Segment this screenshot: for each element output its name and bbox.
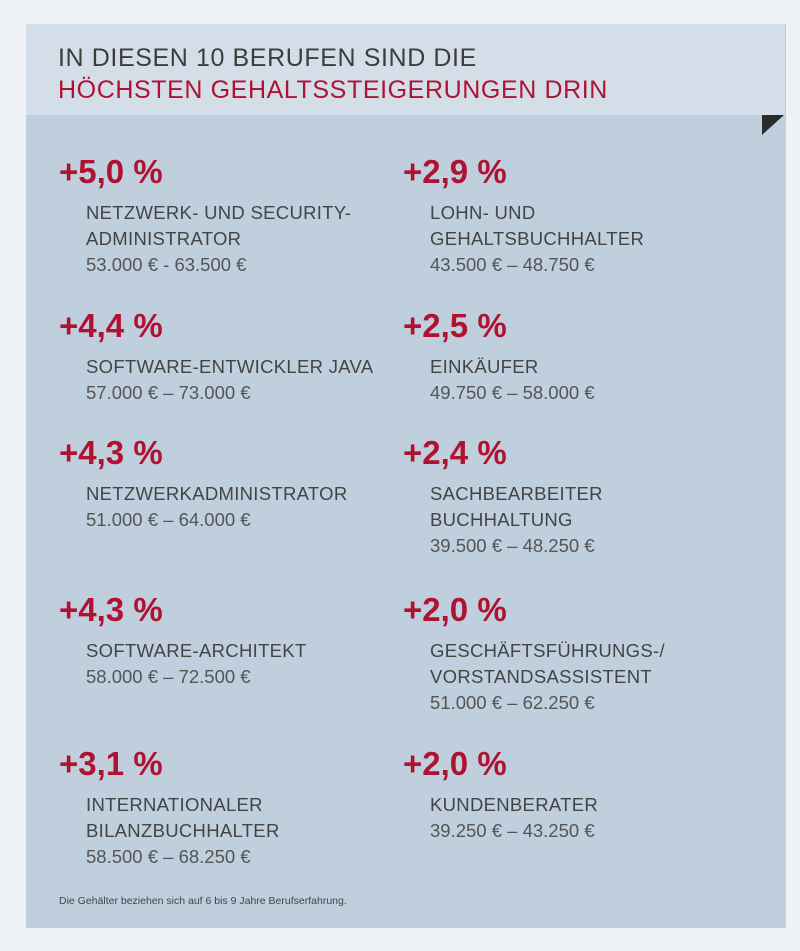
salary-range: 58.000 € – 72.500 € (86, 666, 251, 687)
title-band (26, 24, 785, 115)
job-title: GESCHÄFTSFÜHRUNGS-/ VORSTANDSASSISTENT (430, 640, 665, 687)
entry-bilanzbuchhalter (59, 744, 399, 870)
percent-increase: +2,9 % (403, 153, 507, 190)
salary-range: 43.500 € – 48.750 € (430, 254, 595, 275)
job-title: SACHBEARBEITER BUCHHALTUNG (430, 483, 603, 530)
entry-software-architekt (59, 590, 399, 690)
percent-increase: +2,4 % (403, 434, 507, 471)
job-title: SOFTWARE-ENTWICKLER JAVA (86, 356, 374, 377)
entry-software-entwickler-java (59, 306, 399, 406)
salary-range: 57.000 € – 73.000 € (86, 382, 251, 403)
percent-increase: +4,3 % (59, 434, 163, 471)
salary-range: 58.500 € – 68.250 € (86, 846, 251, 867)
entry-netzwerk-security-admin (59, 152, 399, 278)
entry-einkaeufer (403, 306, 743, 406)
job-title: NETZWERK- UND SECURITY- ADMINISTRATOR (86, 202, 352, 249)
entry-lohn-gehaltsbuchhalter (403, 152, 743, 278)
footnote: Die Gehälter beziehen sich auf 6 bis 9 Jahre Berufserfahrung. (59, 895, 347, 907)
percent-increase: +4,3 % (59, 591, 163, 628)
salary-range: 49.750 € – 58.000 € (430, 382, 595, 403)
percent-increase: +5,0 % (59, 153, 163, 190)
percent-increase: +2,0 % (403, 745, 507, 782)
percent-increase: +2,0 % (403, 591, 507, 628)
job-title: SOFTWARE-ARCHITEKT (86, 640, 307, 661)
job-title: EINKÄUFER (430, 356, 539, 377)
entry-netzwerkadministrator (59, 433, 399, 533)
title-line-2: HÖCHSTEN GEHALTSSTEIGERUNGEN DRIN (58, 76, 608, 104)
entry-kundenberater (403, 744, 743, 844)
entry-geschaeftsfuehrungsassistent (403, 590, 743, 716)
fold-corner-shape (762, 115, 784, 135)
salary-range: 51.000 € – 62.250 € (430, 692, 595, 713)
entry-sachbearbeiter-buchhaltung (403, 433, 743, 559)
job-title: NETZWERKADMINISTRATOR (86, 483, 348, 504)
percent-increase: +4,4 % (59, 307, 163, 344)
percent-increase: +2,5 % (403, 307, 507, 344)
salary-range: 39.500 € – 48.250 € (430, 535, 595, 556)
salary-range: 51.000 € – 64.000 € (86, 509, 251, 530)
job-title: INTERNATIONALER BILANZBUCHHALTER (86, 794, 280, 841)
title-line-1: IN DIESEN 10 BERUFEN SIND DIE (58, 44, 477, 72)
salary-range: 39.250 € – 43.250 € (430, 820, 595, 841)
job-title: LOHN- UND GEHALTSBUCHHALTER (430, 202, 645, 249)
job-title: KUNDENBERATER (430, 794, 599, 815)
percent-increase: +3,1 % (59, 745, 163, 782)
salary-range: 53.000 € - 63.500 € (86, 254, 247, 275)
